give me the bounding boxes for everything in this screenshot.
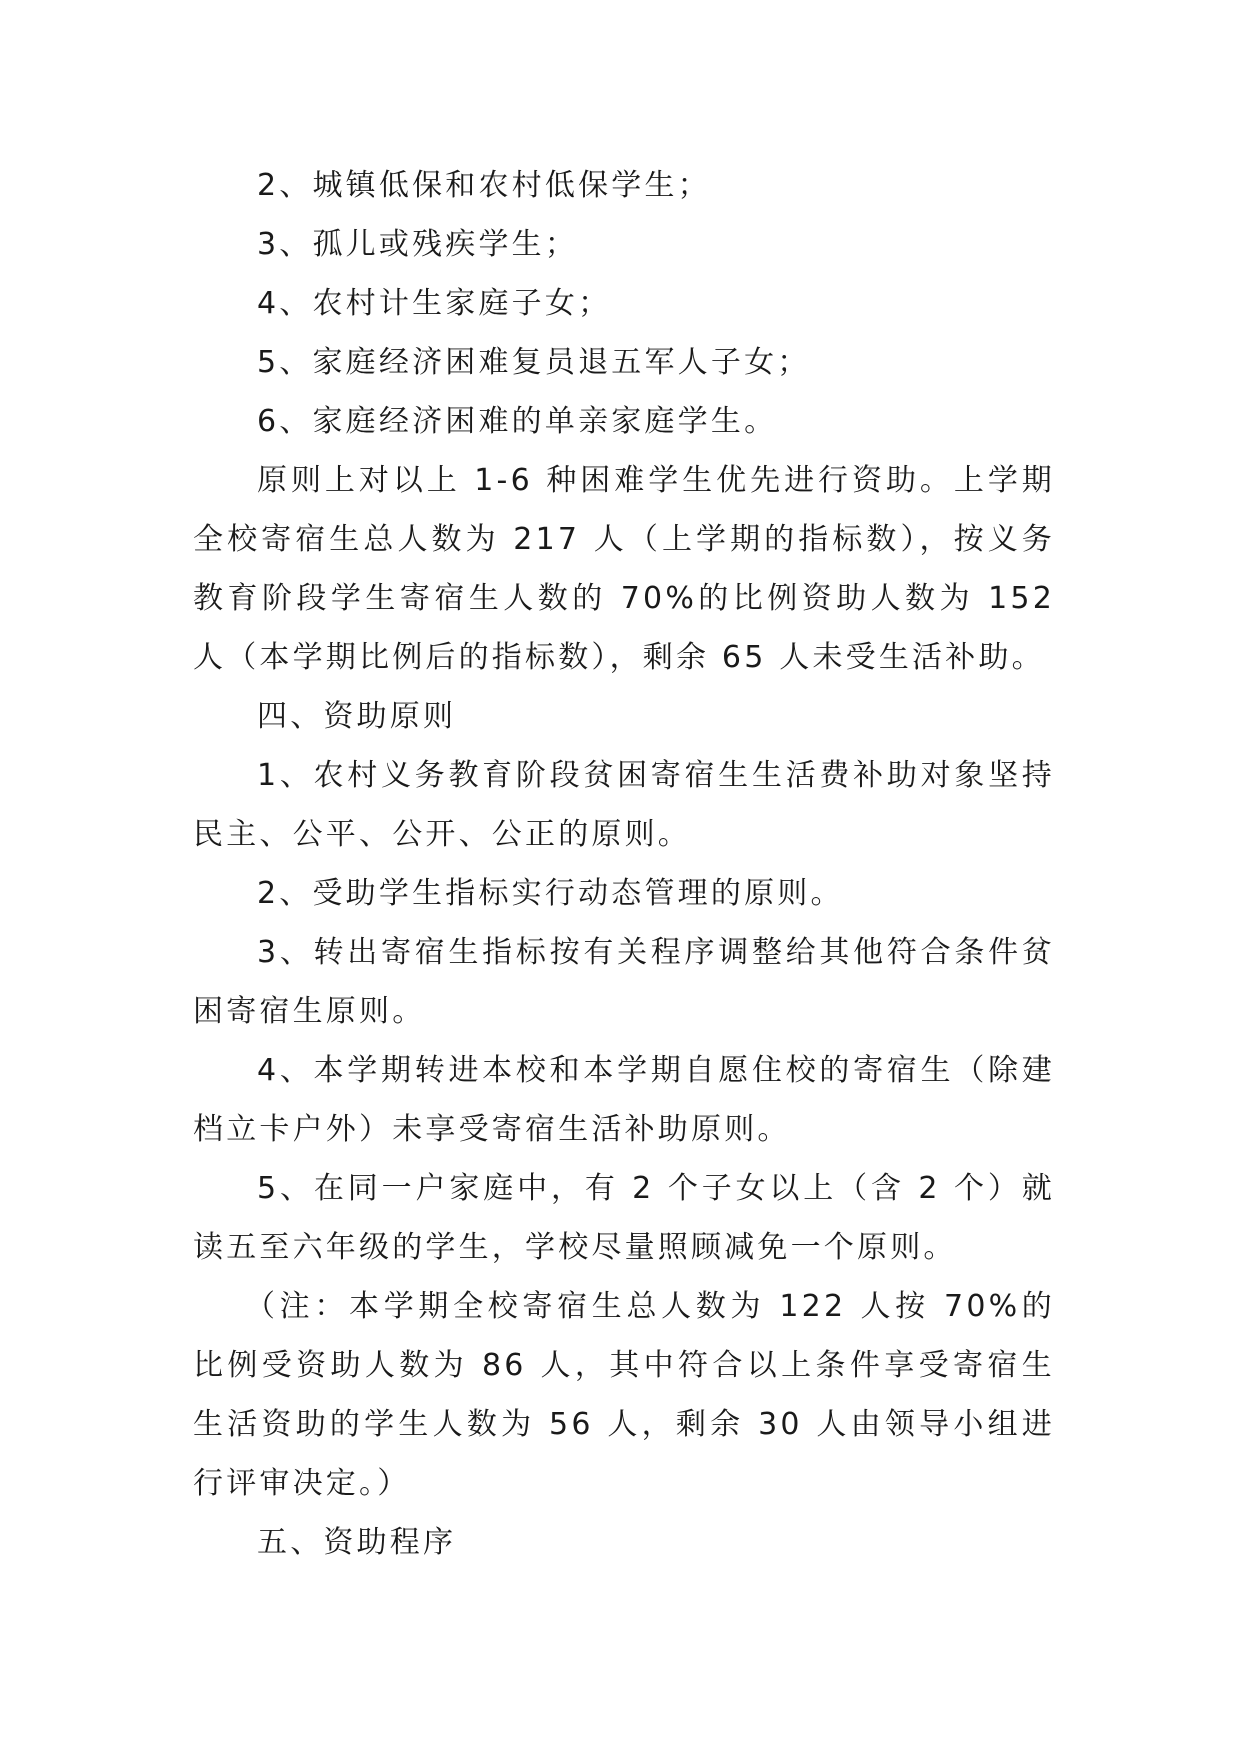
document-body: [193, 156, 1055, 1572]
principle-4: 4、本学期转进本校和本学期自愿住校的寄宿生（除建档立卡户外）未享受寄宿生活补助原则。: [193, 1053, 1055, 1147]
principle-3: 3、转出寄宿生指标按有关程序调整给其他符合条件贫困寄宿生原则。: [193, 935, 1055, 1029]
note-paragraph: （注：本学期全校寄宿生总人数为 122 人按 70%的比例受资助人数为 86 人，其中符合以上条件享受寄宿生生活资助的学生人数为 56 人，剩余 30 人由领导小组进行评审决定。）: [193, 1289, 1055, 1501]
list-item-4: 4、农村计生家庭子女；: [257, 286, 612, 321]
list-item-3: 3、孤儿或残疾学生；: [257, 227, 579, 262]
list-item-6: 6、家庭经济困难的单亲家庭学生。: [257, 404, 778, 439]
principle-1: 1、农村义务教育阶段贫困寄宿生生活费补助对象坚持民主、公平、公开、公正的原则。: [193, 758, 1055, 852]
principle-2: 2、受助学生指标实行动态管理的原则。: [257, 876, 844, 911]
list-item-5: 5、家庭经济困难复员退五军人子女；: [257, 345, 811, 380]
section-heading-5: 五、资助程序: [257, 1525, 457, 1560]
section-heading-4: 四、资助原则: [257, 699, 457, 734]
list-item-2: 2、城镇低保和农村低保学生；: [257, 168, 711, 203]
principle-5: 5、在同一户家庭中，有 2 个子女以上（含 2 个）就读五至六年级的学生，学校尽量照顾减免一个原则。: [193, 1171, 1055, 1265]
priority-paragraph: 原则上对以上 1-6 种困难学生优先进行资助。上学期全校寄宿生总人数为 217 人（上学期的指标数），按义务教育阶段学生寄宿生人数的 70%的比例资助人数为 152 人（本学期比例后的指标数），剩余 65 人未受生活补助。: [193, 463, 1055, 675]
